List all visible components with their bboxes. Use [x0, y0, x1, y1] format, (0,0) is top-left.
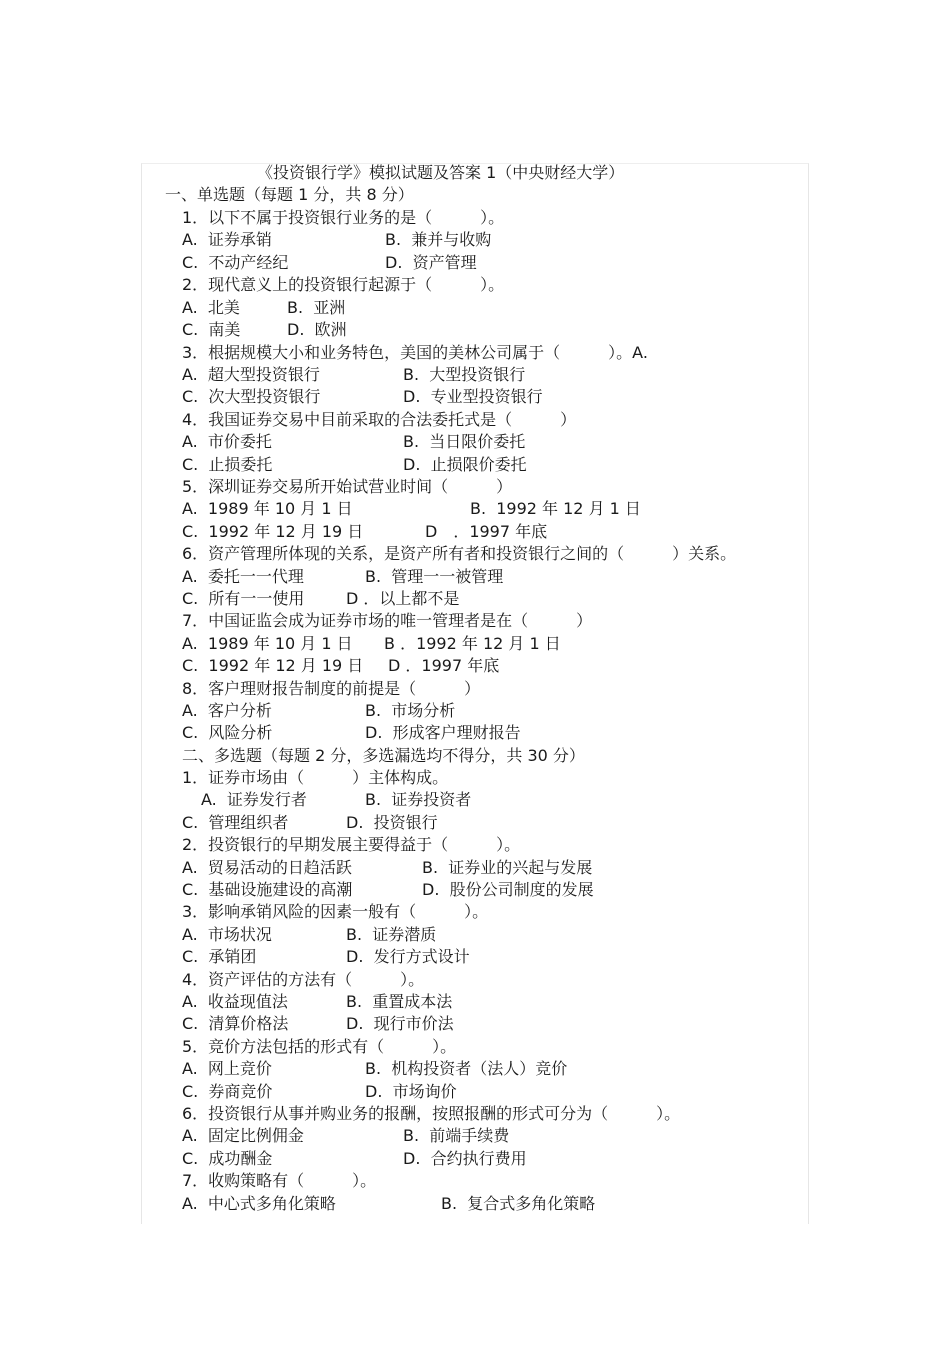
- option-c: C. 基础设施建设的高潮: [182, 880, 353, 899]
- question-stem: 2．现代意义上的投资银行起源于（ ）。: [182, 275, 505, 294]
- option-d: D. 发行方式设计: [346, 947, 470, 966]
- option-d: D ．以上都不是: [346, 589, 460, 608]
- section-heading-multiple-choice: 二、多选题（每题 2 分，多选漏选均不得分，共 30 分）: [182, 746, 585, 765]
- question-stem: 6．投资银行从事并购业务的报酬，按照报酬的形式可分为（ ）。: [182, 1104, 681, 1123]
- option-d: D ．1997 年底: [425, 522, 548, 541]
- option-a: A. 市价委托: [182, 432, 272, 451]
- option-d: D. 专业型投资银行: [403, 387, 543, 406]
- option-c: C. 1992 年 12 月 19 日: [182, 656, 364, 675]
- question-stem: 7．中国证监会成为证券市场的唯一管理者是在（ ）: [182, 611, 593, 630]
- option-c: C. 券商竞价: [182, 1082, 273, 1101]
- option-b: B. 亚洲: [287, 298, 346, 317]
- option-c: C. 南美: [182, 320, 241, 339]
- option-b: B. 大型投资银行: [403, 365, 526, 384]
- option-c: C. 清算价格法: [182, 1014, 289, 1033]
- question-stem: 3．根据规模大小和业务特色，美国的美林公司属于（ ）。A.: [182, 343, 648, 362]
- option-b: B ．1992 年 12 月 1 日: [384, 634, 561, 653]
- question-stem: 4．我国证券交易中目前采取的合法委托式是（ ）: [182, 410, 577, 429]
- option-d: D. 投资银行: [346, 813, 438, 832]
- option-b: B. 前端手续费: [403, 1126, 510, 1145]
- option-b: B. 管理一一被管理: [365, 567, 504, 586]
- question-stem: 1．以下不属于投资银行业务的是（ ）。: [182, 208, 505, 227]
- question-stem: 6．资产管理所体现的关系，是资产所有者和投资银行之间的（ ）关系。: [182, 544, 737, 563]
- option-b: B. 证券业的兴起与发展: [422, 858, 593, 877]
- option-d: D. 资产管理: [385, 253, 477, 272]
- option-b: B. 当日限价委托: [403, 432, 526, 451]
- option-d: D. 股份公司制度的发展: [422, 880, 594, 899]
- option-b: B. 证券潜质: [346, 925, 437, 944]
- option-b: B. 兼并与收购: [385, 230, 492, 249]
- option-c: C. 管理组织者: [182, 813, 289, 832]
- section-heading-single-choice: 一、单选题（每题 1 分，共 8 分）: [165, 185, 414, 204]
- option-c: C. 承销团: [182, 947, 257, 966]
- option-d: D. 市场询价: [365, 1082, 457, 1101]
- option-b: B. 重置成本法: [346, 992, 453, 1011]
- question-stem: 4．资产评估的方法有（ ）。: [182, 970, 425, 989]
- option-d: D. 止损限价委托: [403, 455, 527, 474]
- option-a: A. 贸易活动的日趋活跃: [182, 858, 352, 877]
- option-b: B. 市场分析: [365, 701, 456, 720]
- option-c: C. 所有一一使用: [182, 589, 305, 608]
- option-a: A. 中心式多角化策略: [182, 1194, 336, 1213]
- option-a: A. 北美: [182, 298, 240, 317]
- option-c: C. 1992 年 12 月 19 日: [182, 522, 364, 541]
- question-stem: 1．证券市场由（ ）主体构成。: [182, 768, 449, 787]
- question-stem: 5．竞价方法包括的形式有（ ）。: [182, 1037, 457, 1056]
- option-c: C. 止损委托: [182, 455, 273, 474]
- option-c: C. 成功酬金: [182, 1149, 273, 1168]
- option-a: A. 证券承销: [182, 230, 272, 249]
- question-stem: 3．影响承销风险的因素一般有（ ）。: [182, 902, 489, 921]
- option-a: A. 1989 年 10 月 1 日: [182, 499, 353, 518]
- option-c: C. 风险分析: [182, 723, 273, 742]
- option-a: A. 网上竞价: [182, 1059, 272, 1078]
- document-title: 《投资银行学》模拟试题及答案 1（中央财经大学）: [257, 163, 625, 182]
- option-d: D. 现行市价法: [346, 1014, 454, 1033]
- option-c: C. 次大型投资银行: [182, 387, 321, 406]
- option-b: B. 复合式多角化策略: [441, 1194, 596, 1213]
- question-stem: 5．深圳证券交易所开始试营业时间（ ）: [182, 477, 513, 496]
- option-d: D. 合约执行费用: [403, 1149, 527, 1168]
- option-a: A. 超大型投资银行: [182, 365, 320, 384]
- option-b: B. 证券投资者: [365, 790, 472, 809]
- option-d: D. 欧洲: [287, 320, 347, 339]
- option-a: A. 收益现值法: [182, 992, 288, 1011]
- option-b: B. 1992 年 12 月 1 日: [470, 499, 641, 518]
- option-c: C. 不动产经纪: [182, 253, 289, 272]
- option-a: A. 客户分析: [182, 701, 272, 720]
- question-stem: 2．投资银行的早期发展主要得益于（ ）。: [182, 835, 521, 854]
- option-a: A. 委托一一代理: [182, 567, 304, 586]
- option-a: A. 证券发行者: [201, 790, 307, 809]
- question-stem: 7．收购策略有（ ）。: [182, 1171, 377, 1190]
- option-a: A. 1989 年 10 月 1 日: [182, 634, 353, 653]
- option-d: D ．1997 年底: [388, 656, 500, 675]
- question-stem: 8．客户理财报告制度的前提是（ ）: [182, 679, 481, 698]
- option-b: B. 机构投资者（法人）竞价: [365, 1059, 568, 1078]
- option-a: A. 固定比例佣金: [182, 1126, 304, 1145]
- option-d: D. 形成客户理财报告: [365, 723, 521, 742]
- option-a: A. 市场状况: [182, 925, 272, 944]
